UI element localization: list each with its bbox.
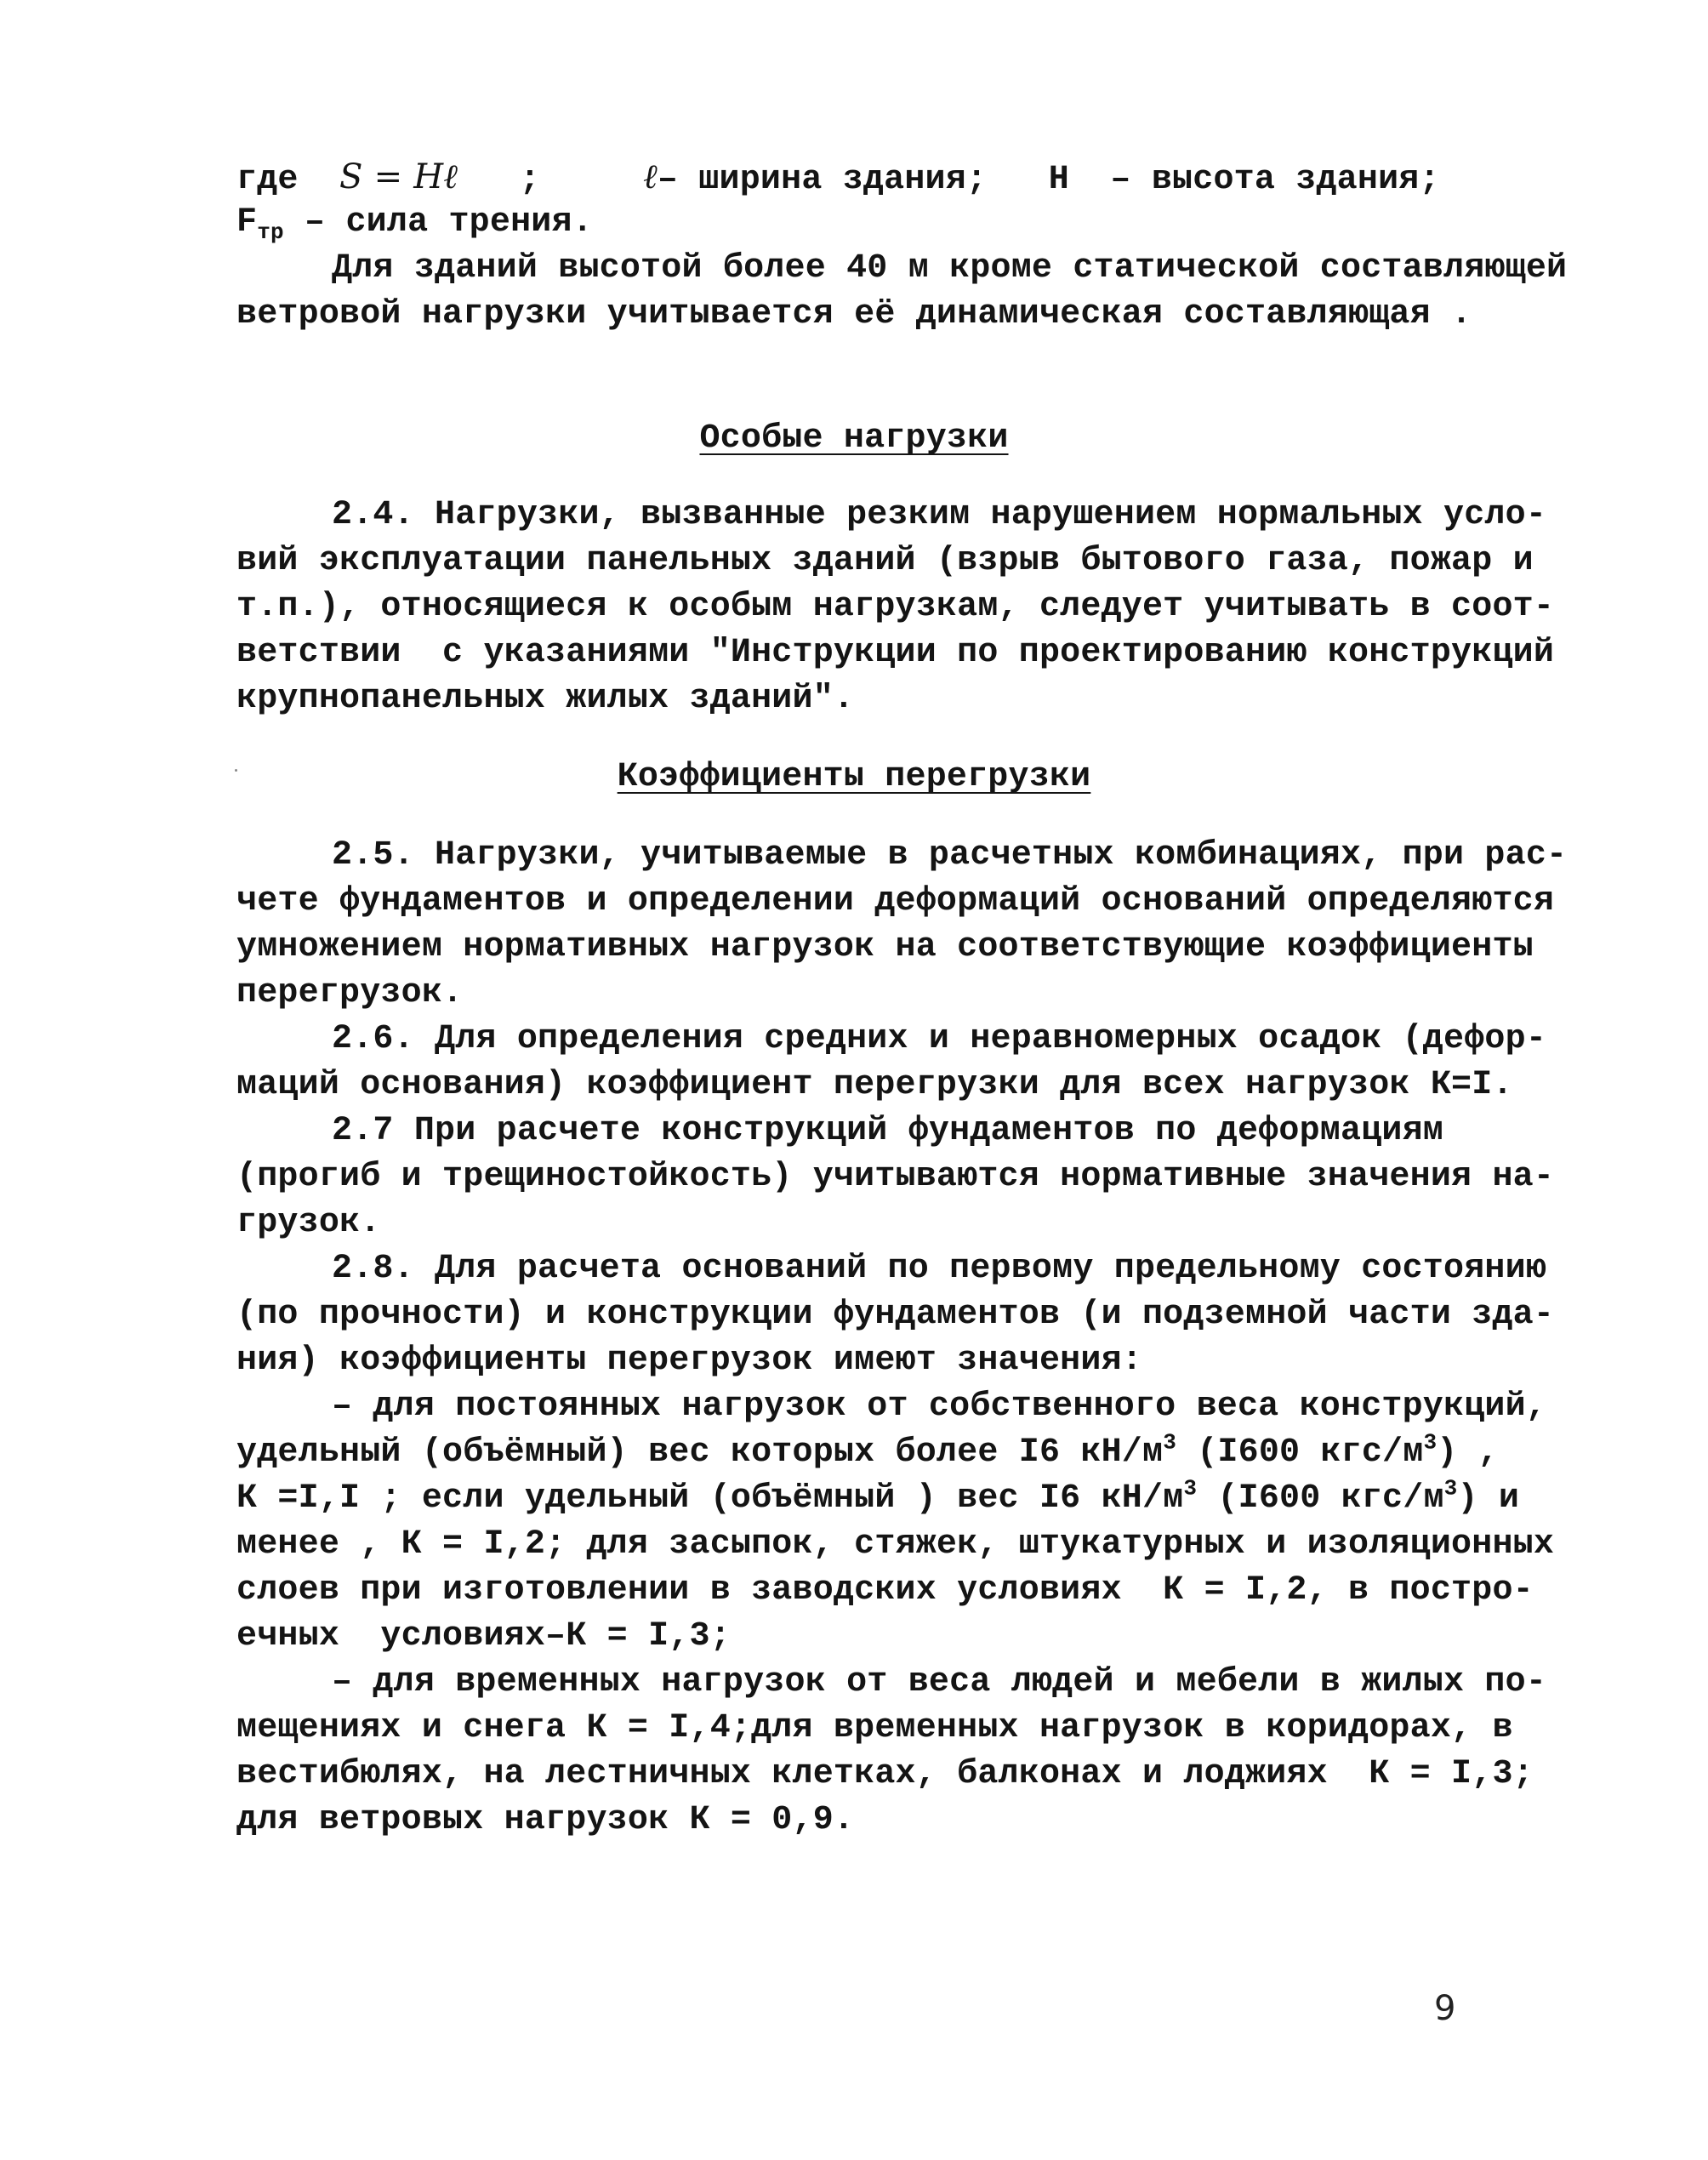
f-symbol: F xyxy=(236,203,258,242)
temporary-line-2: мещениях и снега К = I,4;для временных нагрузок в коридорах, в xyxy=(236,1709,1513,1747)
definitions-line xyxy=(236,155,1440,202)
intro-para-line-1: Для зданий высотой более 40 м кроме статической составляющей xyxy=(332,249,1568,288)
f-definition: – сила трения. xyxy=(305,203,593,242)
temporary-line-3: вестибюлях, на лестничных клетках, балконах и лоджиях К = I,3; xyxy=(236,1755,1534,1793)
formula-s: S = Hℓ xyxy=(339,157,458,197)
p27-line-2: (прогиб и трещиностойкость) учитываются нормативные значения на- xyxy=(236,1158,1555,1196)
section-heading-special-loads: Особые нагрузки xyxy=(699,419,1009,458)
p28-line-1: 2.8. Для расчета оснований по первому предельному состоянию xyxy=(332,1250,1547,1288)
permanent-line-3: К =I,I ; если удельный (объёмный ) вес I6 $кН/м^3$ (I600 кгс/$м^3$) и xyxy=(236,1475,1520,1518)
p25-line-1: 2.5. Нагрузки, учитываемые в расчетных комбинациях, при рас- xyxy=(332,836,1568,875)
p24-line-3: т.п.), относящиеся к особым нагрузкам, следует учитывать в соот- xyxy=(236,588,1555,626)
semicolon: ; xyxy=(519,161,540,199)
permanent-line-5: слоев при изготовлении в заводских условиях К = I,2, в постро- xyxy=(236,1571,1534,1610)
p27-line-3: грузок. xyxy=(236,1204,381,1242)
permanent-line-2: удельный (объёмный) вес которых более I6 $кН/м^3$ (I600 кгс/$м^3$) , xyxy=(236,1429,1499,1472)
p28-line-3: ния) коэффициенты перегрузок имеют значения: xyxy=(236,1342,1142,1380)
superscript-3: 3 xyxy=(1183,1475,1198,1502)
temporary-line-1: – для временных нагрузок от веса людей и мебели в жилых по- xyxy=(332,1663,1547,1701)
p25-line-4: перегрузок. xyxy=(236,974,464,1012)
p25-line-3: умножением нормативных нагрузок на соответствующие коэффициенты xyxy=(236,928,1534,966)
l-symbol: ℓ xyxy=(643,157,658,197)
h-definition: – высота здания; xyxy=(1110,161,1440,199)
p26-line-2: маций основания) коэффициент перегрузки для всех нагрузок К=I. xyxy=(236,1066,1513,1104)
permanent-line-6: ечных условиях–К = I,3; xyxy=(236,1617,731,1656)
p24-line-5: крупнопанельных жилых зданий". xyxy=(236,680,855,718)
section-heading-overload-coefficients: Коэффициенты перегрузки xyxy=(617,758,1091,796)
where-label: где xyxy=(236,161,299,199)
temporary-line-4: для ветровых нагрузок К = 0,9. xyxy=(236,1801,855,1839)
l-definition: – ширина здания; xyxy=(657,161,988,199)
superscript-3: 3 xyxy=(1443,1475,1458,1502)
page-number: 9 xyxy=(1434,1989,1456,2028)
p24-line-2: вий эксплуатации панельных зданий (взрыв бытового газа, пожар и xyxy=(236,542,1534,580)
p25-line-2: чете фундаментов и определении деформаций оснований определяются xyxy=(236,882,1555,920)
p26-line-1: 2.6. Для определения средних и неравномерных осадок (дефор- xyxy=(332,1020,1547,1058)
f-subscript: тр xyxy=(257,219,284,245)
superscript-3: 3 xyxy=(1163,1429,1176,1456)
p24-line-1: 2.4. Нагрузки, вызванные резким нарушением нормальных усло- xyxy=(332,496,1547,534)
intro-para-line-2: ветровой нагрузки учитывается её динамическая составляющая . xyxy=(236,295,1472,333)
permanent-line-4: менее , К = I,2; для засыпок, стяжек, штукатурных и изоляционных xyxy=(236,1525,1555,1564)
h-symbol: H xyxy=(1048,161,1069,199)
p24-line-4: ветствии с указаниями "Инструкции по проектированию конструкций xyxy=(236,634,1555,672)
p28-line-2: (по прочности) и конструкции фундаментов (и подземной части зда- xyxy=(236,1296,1555,1334)
superscript-3: 3 xyxy=(1423,1429,1438,1456)
permanent-line-1: – для постоянных нагрузок от собственного веса конструкций, xyxy=(332,1388,1547,1426)
friction-line xyxy=(236,201,593,245)
p27-line-1: 2.7 При расчете конструкций фундаментов по деформациям xyxy=(332,1112,1444,1150)
